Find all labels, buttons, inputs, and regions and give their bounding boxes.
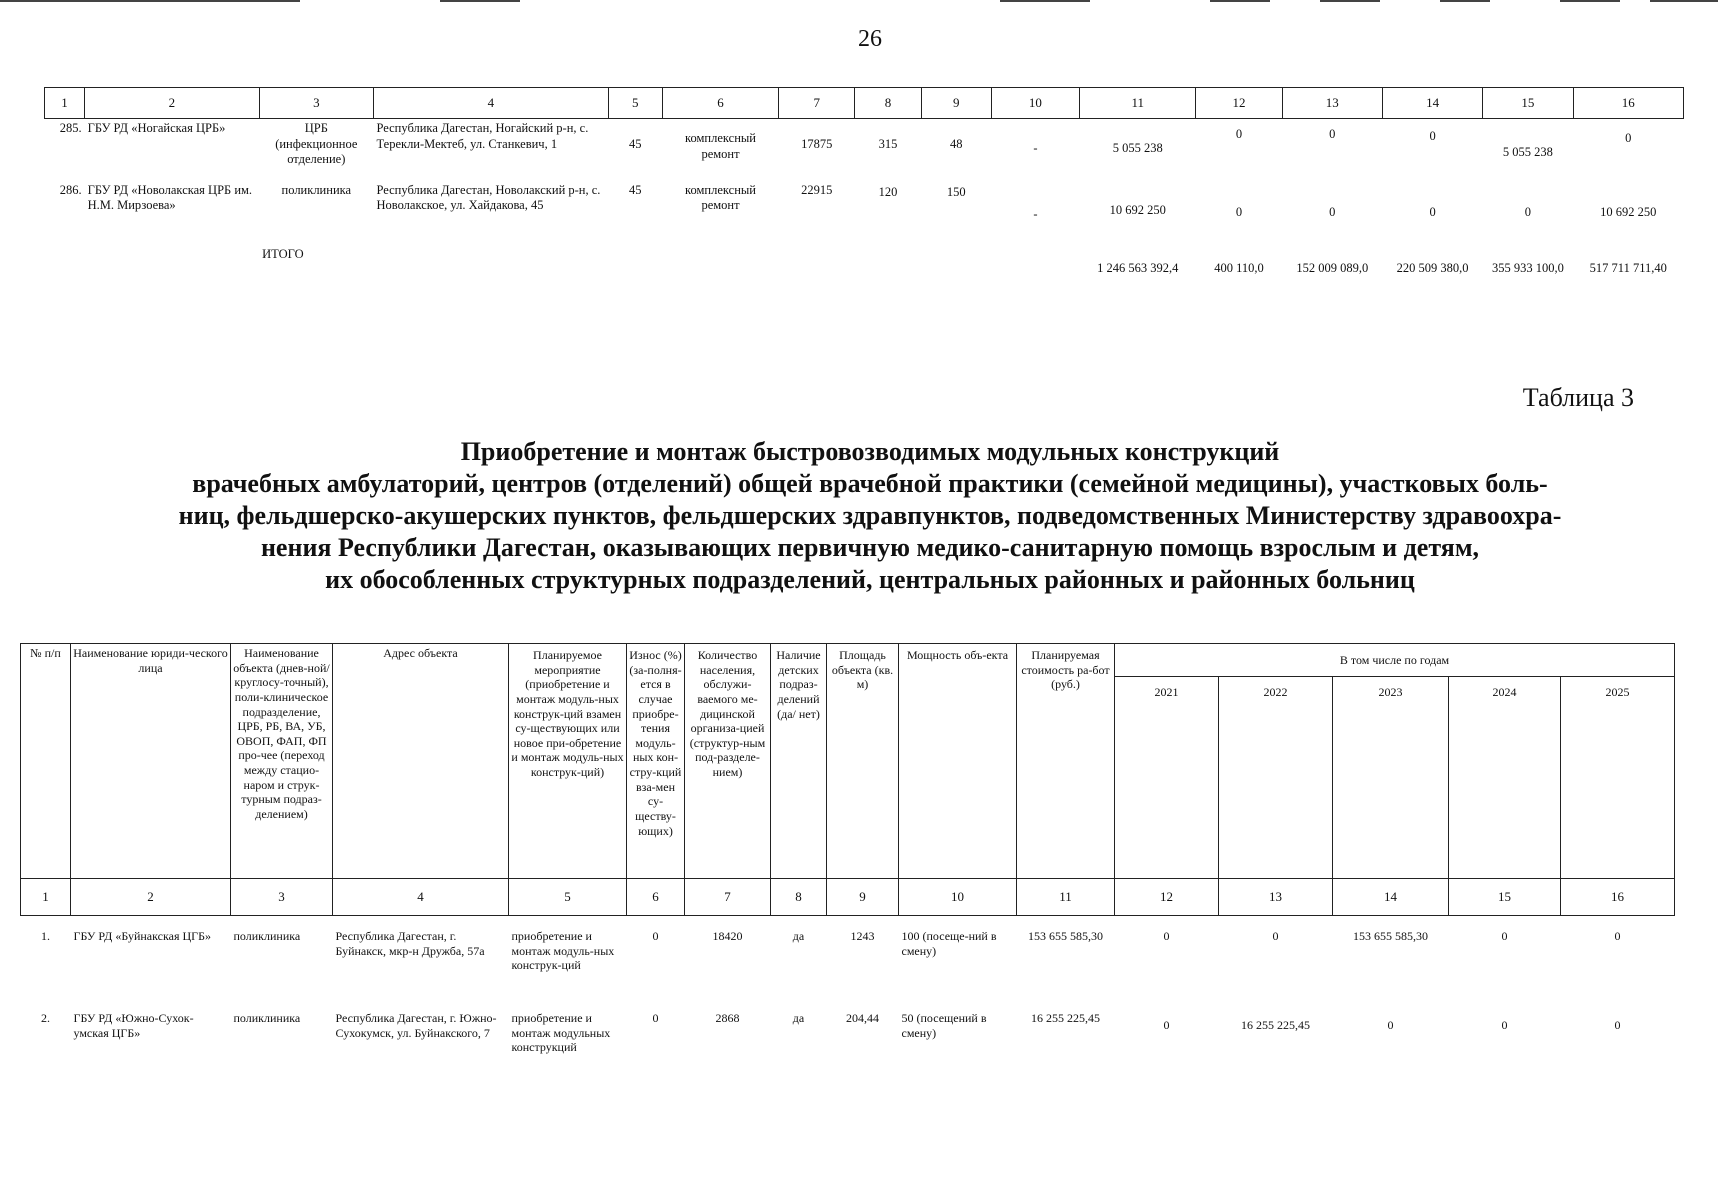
column-number: 12	[1196, 88, 1282, 119]
scan-edge-line	[1320, 0, 1380, 2]
wear: 0	[652, 929, 659, 943]
column-number-row	[45, 88, 1684, 119]
column-number: 9	[921, 88, 991, 119]
address: Республика Дагестан, Новолакский р-н, с. Новолакское, ул. Хайдакова, 45	[376, 182, 601, 213]
cell: 120	[878, 184, 898, 199]
cell: 17875	[801, 137, 833, 151]
scan-edge-line	[1560, 0, 1620, 2]
cell: 0	[1429, 204, 1436, 219]
table-row	[21, 1008, 1675, 1058]
cell: 10 692 250	[1109, 202, 1166, 217]
title-line: их обособленных структурных подразделений, центральных районных и районных больниц	[325, 564, 1415, 594]
header-year: 2021	[1115, 677, 1219, 879]
column-number: 14	[1382, 88, 1482, 119]
cell: 0	[1329, 204, 1336, 219]
column-number: 10	[899, 879, 1017, 916]
scan-edge-line	[440, 0, 520, 2]
column-number: 6	[627, 879, 685, 916]
organization-name: ГБУ РД «Южно-Сухок-умская ЦГБ»	[73, 1011, 194, 1040]
kids: да	[792, 1011, 805, 1025]
cell: 5 055 238	[1112, 141, 1163, 155]
column-number: 15	[1449, 879, 1561, 916]
cell: 0	[1524, 204, 1531, 219]
year-value: 16 255 225,45	[1241, 1018, 1310, 1032]
table-label: Таблица 3	[1522, 383, 1634, 412]
title-line: врачебных амбулаторий, центров (отделений) общей врачебной практики (семейной медицины), участковых боль-	[192, 468, 1548, 498]
header-year: 2025	[1561, 677, 1675, 879]
cell: 0	[1329, 127, 1336, 141]
row-number: 2.	[41, 1011, 50, 1025]
cell: 0	[1235, 127, 1243, 141]
continued-table	[44, 87, 1684, 278]
document-title	[40, 436, 1700, 596]
table-row	[45, 181, 1684, 243]
table-row	[45, 119, 1684, 181]
header-kids: Наличие детских подраз-делений (да/ нет)	[771, 644, 827, 879]
year-value: 0	[1614, 1018, 1621, 1032]
column-number: 5	[509, 879, 627, 916]
header-organization: Наименование юриди-ческого лица	[71, 644, 231, 879]
year-value: 153 655 585,30	[1353, 929, 1428, 943]
year-value: 0	[1614, 929, 1621, 943]
column-number: 3	[231, 879, 333, 916]
header-capacity: Мощность объ-екта	[899, 644, 1017, 879]
header-object-type: Наименование объекта (днев-ной/круглосу-точный), поли-клиническое подразделение, ЦРБ, РБ, ВА, УБ, ОВОП, ФАП, ФП про-чее (переход между стацио-наром и струк-турным подраз-делением)	[231, 644, 333, 879]
cell: 10 692 250	[1600, 204, 1657, 219]
column-number: 2	[85, 88, 260, 119]
title-line: ниц, фельдшерско-акушерских пунктов, фельдшерских здравпунктов, подведомственных Министерству здравоохра-	[178, 500, 1562, 530]
column-number: 7	[779, 88, 855, 119]
scan-edge-line	[0, 0, 300, 2]
column-number: 13	[1282, 88, 1382, 119]
organization-name: ГБУ РД «Буйнакская ЦГБ»	[73, 929, 211, 943]
header-address: Адрес объекта	[333, 644, 509, 879]
event: приобретение и монтаж модульных конструкций	[511, 1011, 611, 1055]
header-years-group: В том числе по годам	[1115, 644, 1675, 677]
column-number: 2	[71, 879, 231, 916]
area: 204,44	[846, 1011, 879, 1025]
kids: да	[792, 929, 805, 943]
total-cell: 400 110,0	[1214, 260, 1264, 275]
cell: -	[1033, 141, 1038, 155]
cost: 16 255 225,45	[1031, 1011, 1100, 1025]
organization-name: ГБУ РД «Ногайская ЦРБ»	[87, 121, 226, 135]
header-number: № п/п	[21, 644, 71, 879]
total-cell: 220 509 380,0	[1396, 260, 1469, 275]
total-cell: 355 933 100,0	[1491, 260, 1564, 275]
header-event: Планируемое мероприятие (приобретение и монтаж модуль-ных конструк-ций взамен су-ществующих или новое при-обретение и монтаж модуль-ных конструк-ций)	[509, 644, 627, 879]
title-line: Приобретение и монтаж быстровозводимых модульных конструкций	[460, 437, 1280, 466]
column-number: 11	[1017, 879, 1115, 916]
column-number: 14	[1333, 879, 1449, 916]
cell: 5 055 238	[1502, 145, 1553, 159]
address: Республика Дагестан, г. Буйнакск, мкр-н Дружба, 57а	[335, 929, 485, 958]
column-number: 4	[373, 88, 608, 119]
organization-name: ГБУ РД «Новолакская ЦРБ им. Н.М. Мирзоева»	[87, 182, 253, 213]
address: Республика Дагестан, Ногайский р-н, с. Терекли-Мектеб, ул. Станкевич, 1	[376, 121, 589, 151]
column-number: 12	[1115, 879, 1219, 916]
scan-edge-line	[1210, 0, 1270, 2]
column-number: 6	[662, 88, 778, 119]
header-wear: Износ (%) (за-полня-ется в случае приобре-тения модуль-ных кон-стру-кций вза-мен су-ществу-ющих)	[627, 644, 685, 879]
column-number: 4	[333, 879, 509, 916]
wear: 0	[652, 1011, 659, 1025]
column-number: 8	[855, 88, 921, 119]
scan-edge-line	[1650, 0, 1718, 2]
total-cell: 152 009 089,0	[1296, 260, 1369, 275]
column-number: 8	[771, 879, 827, 916]
cell: 150	[946, 184, 966, 199]
total-cost: 1 246 563 392,4	[1097, 260, 1179, 275]
cell: 45	[629, 137, 642, 151]
column-number: 5	[608, 88, 662, 119]
object-type: поликлиника	[233, 929, 301, 943]
cell: 48	[949, 137, 963, 151]
total-label: ИТОГО	[262, 246, 304, 261]
column-number: 16	[1573, 88, 1683, 119]
year-value: 0	[1501, 1018, 1508, 1032]
year-value: 0	[1272, 929, 1279, 943]
cell: 0	[1235, 204, 1243, 219]
column-number-row	[21, 879, 1675, 916]
cell: комплексный ремонт	[685, 182, 756, 213]
cell: 0	[1625, 131, 1632, 145]
column-number: 3	[259, 88, 373, 119]
year-value: 0	[1501, 929, 1508, 943]
row-number: 286.	[59, 182, 82, 197]
cost: 153 655 585,30	[1028, 929, 1103, 943]
total-row	[45, 243, 1684, 279]
cell: 22915	[801, 182, 833, 197]
address: Республика Дагестан, г. Южно-Сухокумск, ул. Буйнакского, 7	[335, 1011, 497, 1040]
column-number: 15	[1483, 88, 1573, 119]
cell: -	[1033, 206, 1038, 221]
object-type: ЦРБ (инфекционное отделение)	[275, 121, 358, 167]
cell: 315	[878, 137, 898, 151]
table-3	[20, 643, 1675, 1058]
column-number: 10	[991, 88, 1079, 119]
header-year: 2023	[1333, 677, 1449, 879]
event: приобретение и монтаж модуль-ных конструк-ций	[511, 929, 615, 973]
column-number: 9	[827, 879, 899, 916]
header-area: Площадь объекта (кв. м)	[827, 644, 899, 879]
table-row	[21, 926, 1675, 1008]
column-number: 7	[685, 879, 771, 916]
area: 1243	[850, 929, 875, 943]
column-number: 1	[21, 879, 71, 916]
header-year: 2024	[1449, 677, 1561, 879]
page-number: 26	[858, 26, 882, 52]
header-population: Количество населения, обслужи-ваемого ме-дицинской организа-цией (структур-ным под-разделе-нием)	[685, 644, 771, 879]
column-number: 16	[1561, 879, 1675, 916]
object-type: поликлиника	[233, 1011, 301, 1025]
population: 2868	[715, 1011, 740, 1025]
column-number: 11	[1080, 88, 1196, 119]
capacity: 50 (посещений в смену)	[901, 1011, 987, 1040]
header-row	[21, 644, 1675, 677]
cell: 0	[1429, 129, 1436, 143]
header-year: 2022	[1219, 677, 1333, 879]
total-cell: 517 711 711,40	[1589, 260, 1667, 275]
cell: 45	[629, 182, 642, 197]
object-type: поликлиника	[281, 182, 352, 197]
title-line: нения Республики Дагестан, оказывающих первичную медико-санитарную помощь взрослым и детям,	[260, 532, 1480, 562]
column-number: 13	[1219, 879, 1333, 916]
population: 18420	[712, 929, 743, 943]
year-value: 0	[1163, 929, 1170, 943]
column-number: 1	[45, 88, 85, 119]
cell: комплексный ремонт	[685, 131, 756, 161]
year-value: 0	[1387, 1018, 1394, 1032]
year-value: 0	[1163, 1018, 1170, 1032]
capacity: 100 (посеще-ний в смену)	[901, 929, 997, 958]
row-number: 1.	[41, 929, 50, 943]
scan-edge-line	[1440, 0, 1490, 2]
scan-edge-line	[1000, 0, 1090, 2]
header-cost: Планируемая стоимость ра-бот (руб.)	[1017, 644, 1115, 879]
row-number: 285.	[59, 121, 82, 135]
